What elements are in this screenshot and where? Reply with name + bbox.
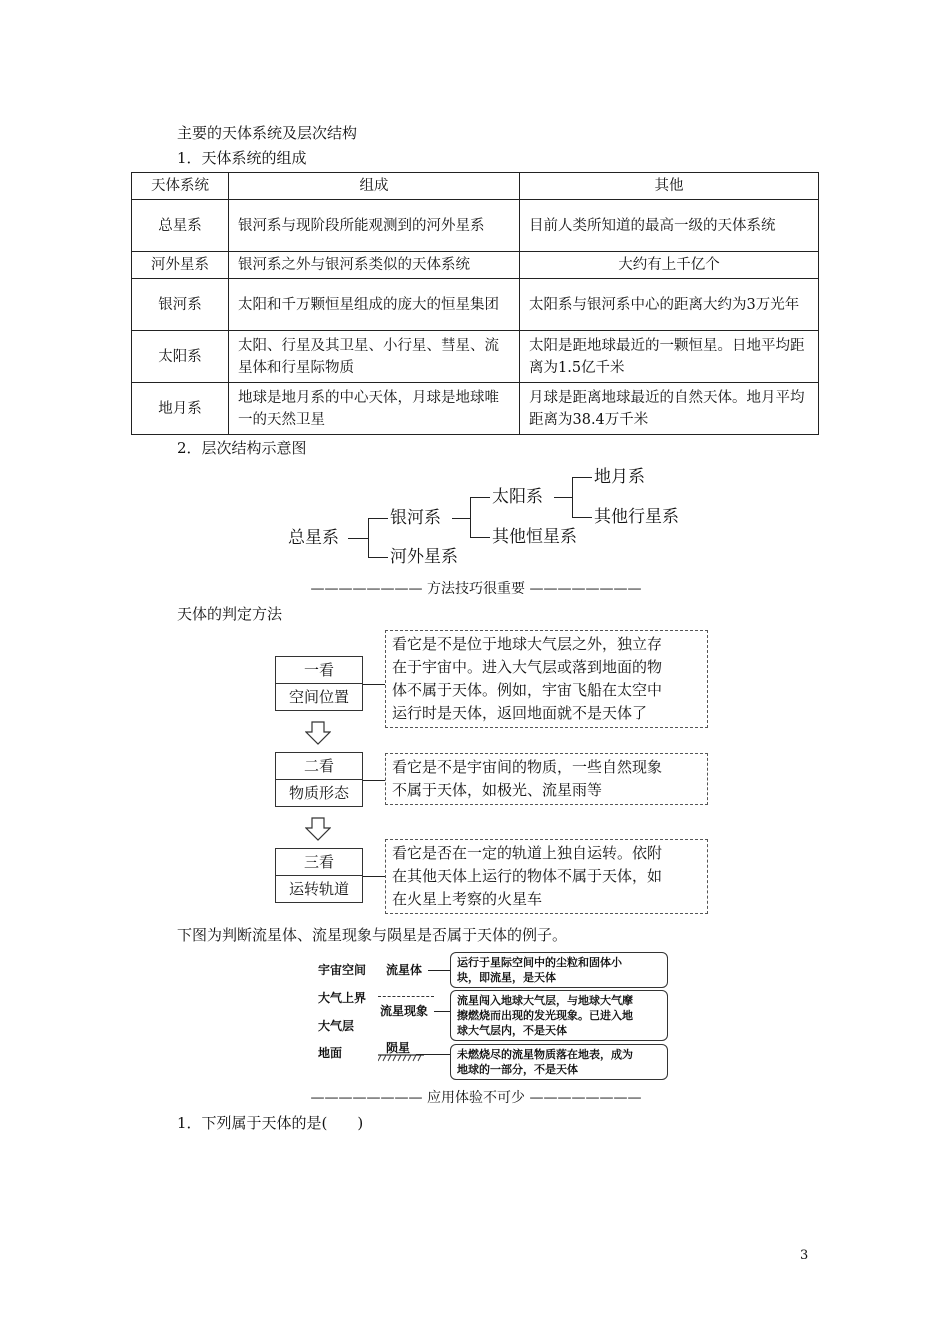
page-number: 3 [800,1248,809,1263]
section-divider-practice: ———————— 应用体验不可少 ———————— [310,1090,642,1106]
table-cell: 地球是地月系的中心天体，月球是地球唯一的天然卫星 [229,383,520,435]
table-cell: 银河系与现阶段所能观测到的河外星系 [229,200,520,252]
connector-line [428,970,450,971]
note-line: 块，即流星，是天体 [457,971,556,984]
table-cell: 大约有上千亿个 [520,252,819,279]
question-1: 1．下列属于天体的是( ) [177,1114,364,1132]
tree-node-other-galaxies: 河外星系 [390,547,458,567]
connector-line [368,557,388,558]
connector-line [348,538,368,539]
down-arrow-icon [305,817,331,841]
table-row [132,279,819,331]
table-row [132,383,819,435]
step-box-3 [275,848,363,903]
step-note-2 [385,753,708,805]
table-cell: 太阳和千万颗恒星组成的庞大的恒星集团 [229,279,520,331]
connector-line [470,497,471,538]
connector-line [572,477,592,478]
note-line: 看它是不是位于地球大气层之外，独立存 [392,635,663,653]
note-line: 运行于星际空间中的尘粒和固体小 [457,956,622,969]
table-header: 组成 [229,173,520,200]
phenomenon-note [450,990,668,1041]
tree-node-universe: 总星系 [288,528,339,548]
connector-line [368,518,388,519]
step-note-3 [385,839,708,914]
note-line: 在火星上考察的火星车 [392,890,543,908]
meteor-intro: 下图为判断流星体、流星现象与陨星是否属于天体的例子。 [177,926,568,944]
connector-line [452,518,470,519]
note-line: 未燃烧尽的流星物质落在地表，成为 [457,1048,633,1061]
label-meteoroid: 流星体 [386,963,423,977]
table-header: 天体系统 [132,173,229,200]
table-row [132,200,819,252]
table-header: 其他 [520,173,819,200]
section-title: 主要的天体系统及层次结构 [177,124,358,142]
connector-line [470,497,490,498]
table-cell: 总星系 [132,200,229,252]
table-cell: 太阳是距地球最近的一颗恒星。日地平均距离为1.5亿千米 [520,331,819,383]
connector-line [572,477,573,518]
connector-line [416,1054,450,1055]
label-space: 宇宙空间 [318,963,367,977]
note-line: 看它是否在一定的轨道上独自运转。依附 [392,844,663,862]
note-line: 球大气层内，不是天体 [457,1024,567,1037]
section-divider-methods: ———————— 方法技巧很重要 ———————— [310,581,642,597]
connector-line [434,1011,450,1012]
note-line: 运行时是天体，返回地面就不是天体了 [392,704,648,722]
table-cell: 河外星系 [132,252,229,279]
connector-line [554,497,572,498]
celestial-system-table [131,172,819,435]
connector-line [363,780,385,781]
connector-line [363,684,385,685]
step-criterion: 物质形态 [276,779,362,806]
down-arrow-icon [305,721,331,745]
label-upper-atmosphere: 大气上界 [318,991,367,1005]
subheading-hierarchy: 2．层次结构示意图 [177,439,307,457]
label-ground: 地面 [318,1046,343,1060]
label-meteor-phenomenon: 流星现象 [380,1004,429,1018]
step-note-1 [385,630,708,728]
ground-hatch-icon [378,1054,424,1063]
note-line: 在于宇宙中。进入大气层或落到地面的物 [392,658,663,676]
note-line: 流星闯入地球大气层，与地球大气摩 [457,994,633,1007]
table-row [132,252,819,279]
table-row [132,331,819,383]
table-cell: 太阳系与银河系中心的距离大约为3万光年 [520,279,819,331]
note-line: 地球的一部分，不是天体 [457,1063,578,1076]
table-cell: 月球是距离地球最近的自然天体。地月平均距离为38.4万千米 [520,383,819,435]
step-label: 三看 [303,853,334,871]
table-cell: 太阳系 [132,331,229,383]
note-line: 擦燃烧而出现的发光现象。已进入地 [457,1009,633,1022]
step-criterion: 运转轨道 [276,875,362,902]
table-cell: 银河系 [132,279,229,331]
table-header-row [132,173,819,200]
meteorite-note [450,1044,668,1080]
tree-node-milky-way: 银河系 [390,508,441,528]
table-cell: 地月系 [132,383,229,435]
connector-line [470,537,490,538]
connector-line [368,518,369,558]
connector-line [572,517,592,518]
note-line: 不属于天体，如极光、流星雨等 [392,781,603,799]
tree-node-earth-moon: 地月系 [594,467,645,487]
step-box-1 [275,656,363,711]
note-line: 体不属于天体。例如，宇宙飞船在太空中 [392,681,663,699]
note-line: 看它是不是宇宙间的物质，一些自然现象 [392,758,663,776]
method-title: 天体的判定方法 [177,605,283,623]
subheading-composition: 1．天体系统的组成 [177,149,307,167]
tree-node-solar-system: 太阳系 [492,487,543,507]
table-cell: 太阳、行星及其卫星、小行星、彗星、流星体和行星际物质 [229,331,520,383]
table-cell: 银河系之外与银河系类似的天体系统 [229,252,520,279]
step-criterion: 空间位置 [276,683,362,710]
step-box-2 [275,752,363,807]
table-cell: 目前人类所知道的最高一级的天体系统 [520,200,819,252]
step-label: 一看 [303,661,334,679]
label-meteorite: 陨星 [386,1041,411,1055]
note-line: 在其他天体上运行的物体不属于天体，如 [392,867,663,885]
upper-atmosphere-line [378,996,434,997]
label-atmosphere: 大气层 [318,1019,355,1033]
step-label: 二看 [303,757,334,775]
tree-node-other-planetary-systems: 其他行星系 [594,507,679,527]
tree-node-other-star-systems: 其他恒星系 [492,527,577,547]
connector-line [363,876,385,877]
meteoroid-note [450,952,668,988]
